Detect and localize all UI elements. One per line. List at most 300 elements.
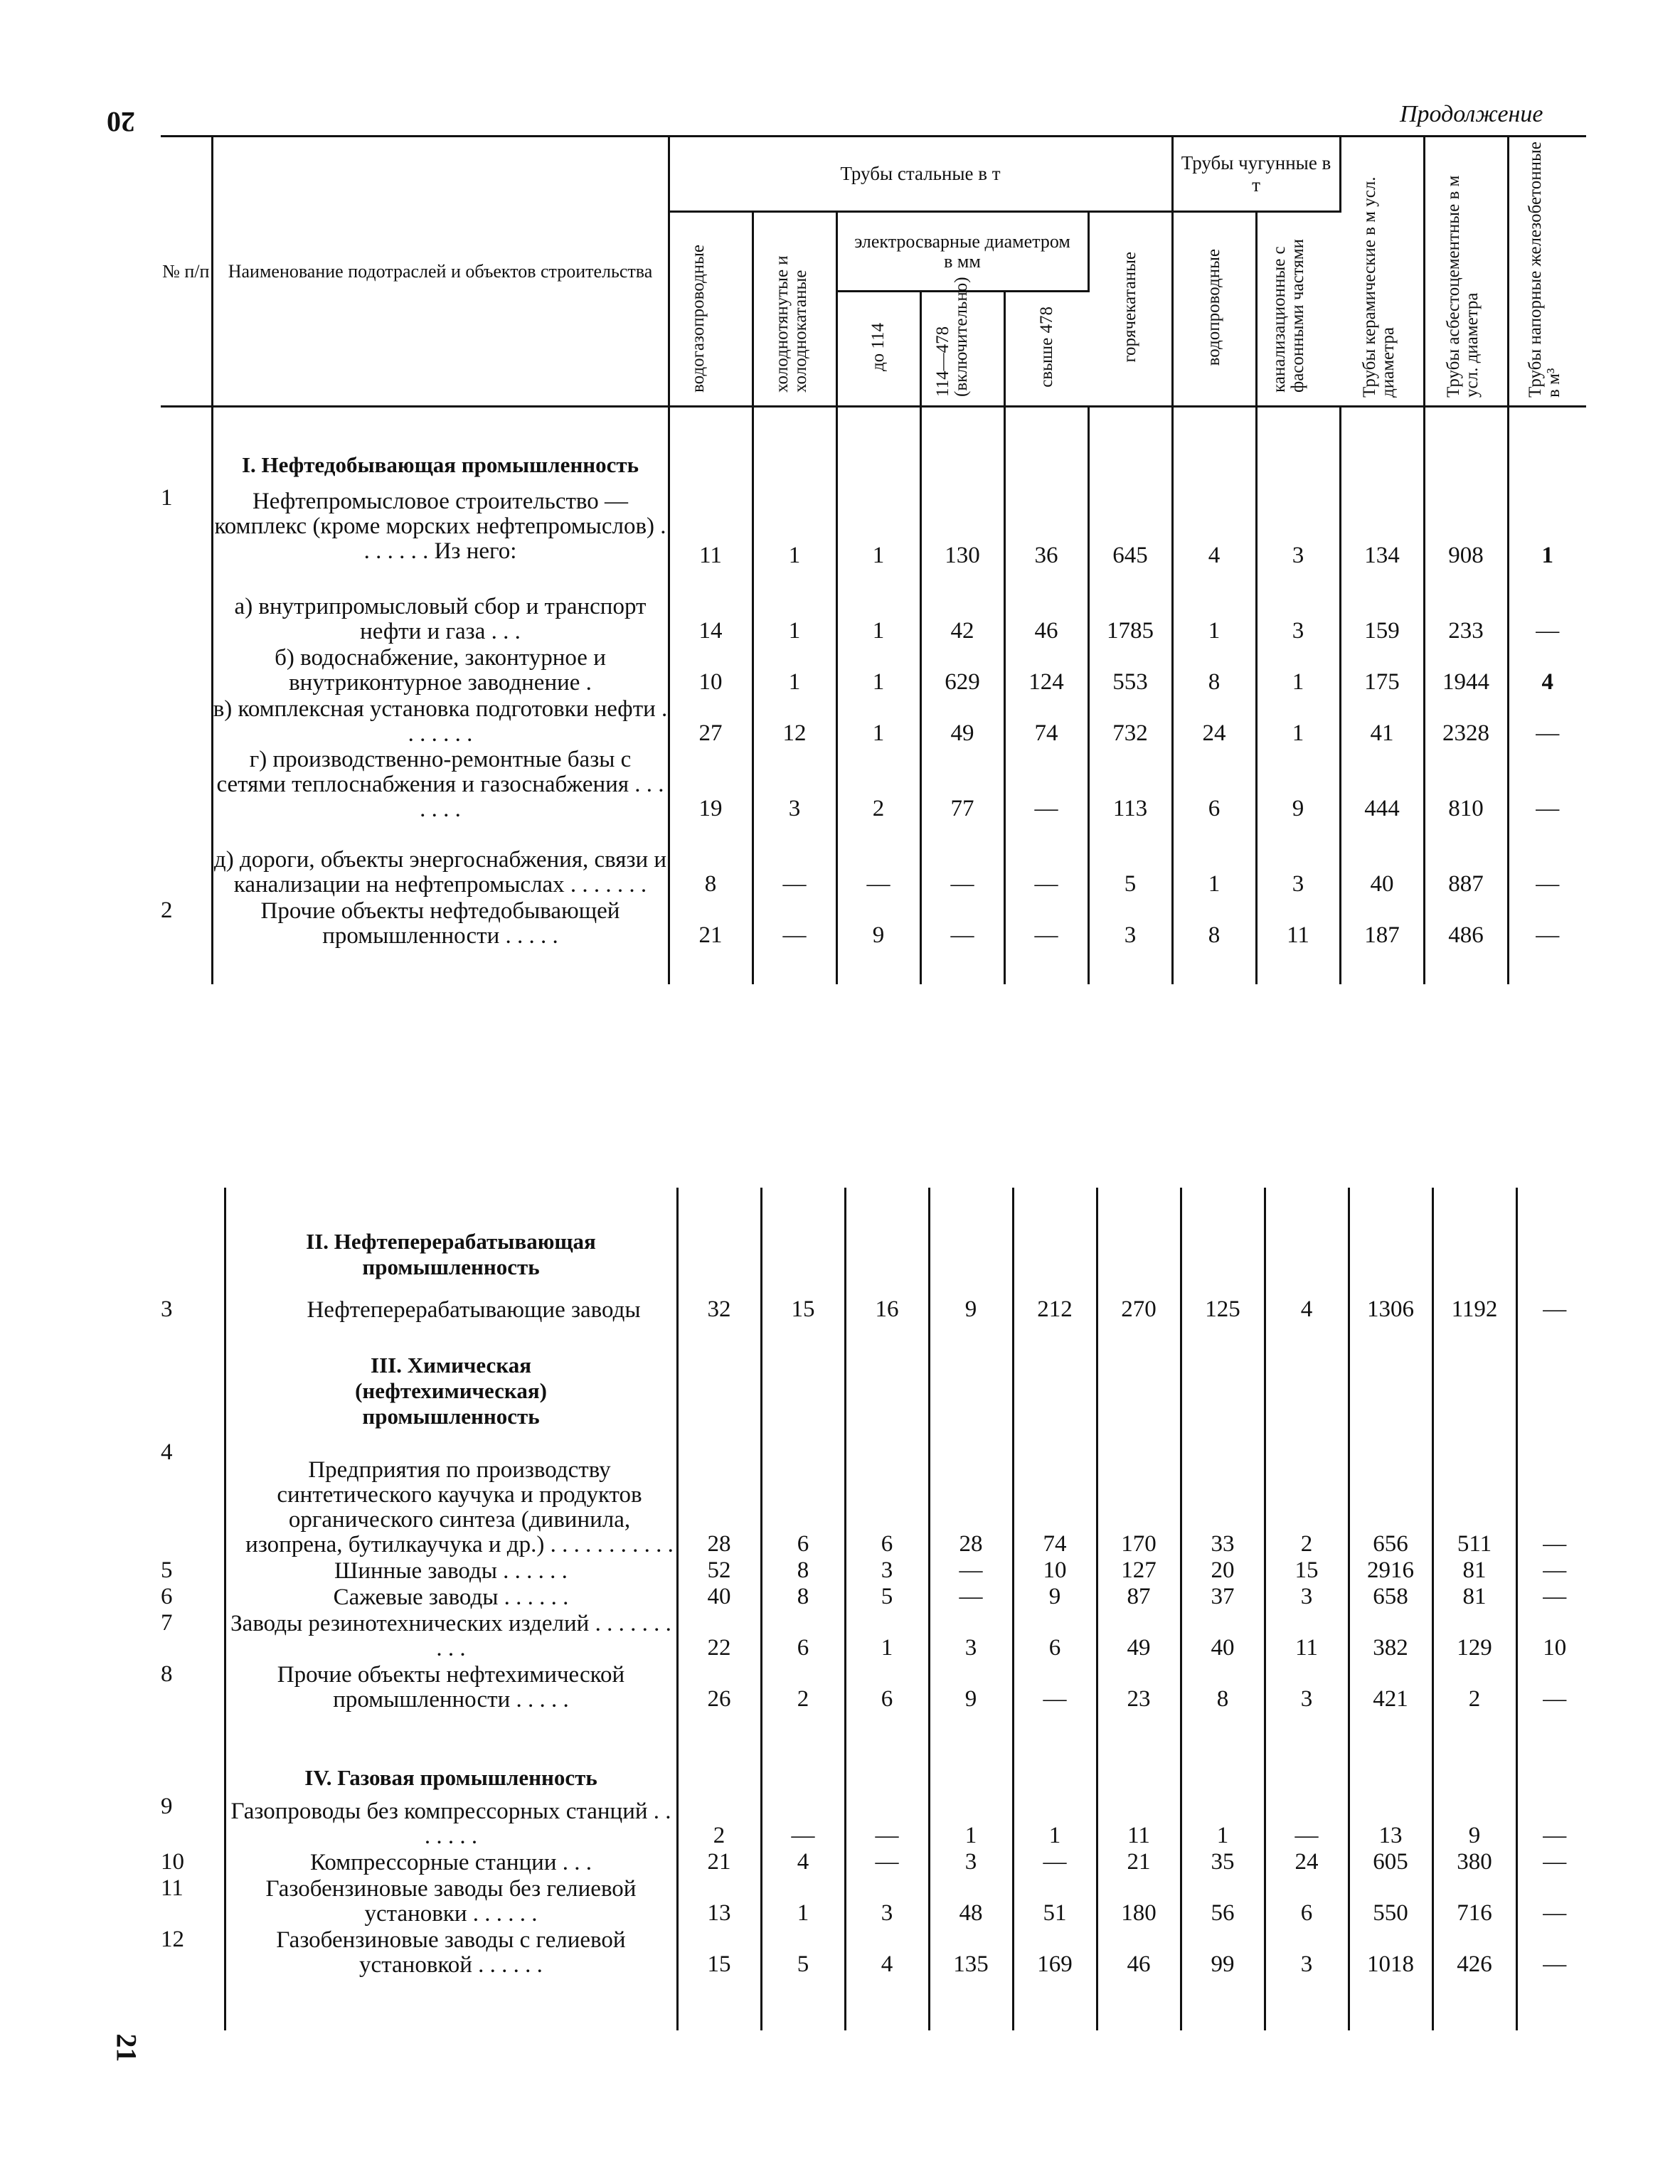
value-cell: 169 <box>1013 1927 1097 1978</box>
value-cell <box>761 1323 845 1429</box>
value-cell: 4 <box>1541 668 1554 695</box>
value-cell: 19 <box>669 747 753 822</box>
value-cell <box>845 1978 929 2030</box>
row-number: 2 <box>161 897 212 949</box>
value-cell: 6 <box>845 1429 929 1557</box>
value-cell: 21 <box>669 897 753 949</box>
value-cell: 11 <box>1265 1610 1349 1661</box>
value-cell: — <box>845 1791 929 1849</box>
value-cell <box>1349 1978 1432 2030</box>
value-cell: — <box>1536 795 1560 821</box>
value-cell: 1 <box>836 478 920 569</box>
value-cell: 1 <box>1172 822 1256 897</box>
value-cell <box>1265 1323 1349 1429</box>
row-name: Газобензиновые заводы без гелиевой установки . . . . . . <box>225 1875 677 1927</box>
row-name <box>225 1978 677 2030</box>
value-cell: — <box>1536 922 1560 948</box>
header-col-upto114: до 114 <box>868 322 888 372</box>
table-row <box>161 1429 1592 1557</box>
row-number <box>161 747 212 822</box>
value-cell: 11 <box>1256 897 1340 949</box>
row-name: Заводы резинотехнических изделий . . . . . . . . . . <box>225 1610 677 1661</box>
row-name: Нефтеперерабатывающие заводы <box>225 1280 677 1323</box>
value-cell: — <box>1536 617 1560 644</box>
value-cell: 16 <box>845 1280 929 1323</box>
value-cell: 656 <box>1349 1429 1432 1557</box>
value-cell: 382 <box>1349 1610 1432 1661</box>
value-cell: 2 <box>1432 1661 1516 1712</box>
value-cell <box>845 1188 929 1280</box>
value-cell: 81 <box>1432 1584 1516 1610</box>
value-cell <box>753 407 836 478</box>
section-4 <box>161 1712 1592 2030</box>
header-col-asbestos: Трубы асбестоцементные в м усл. диаметра <box>1444 175 1482 398</box>
value-cell: 77 <box>920 747 1004 822</box>
value-cell: 12 <box>753 696 836 747</box>
value-cell: — <box>1543 1686 1567 1712</box>
value-cell: 15 <box>677 1927 761 1978</box>
header-col-sewer-cast: канализационные с фасонными частями <box>1269 239 1307 393</box>
value-cell <box>1013 1978 1097 2030</box>
table-row <box>161 644 1586 696</box>
value-cell: 8 <box>761 1557 845 1584</box>
value-cell: 8 <box>1181 1661 1265 1712</box>
table-row <box>161 1875 1592 1927</box>
row-name: в) комплексная установка подготовки нефти . . . . . . . <box>213 696 668 747</box>
value-cell <box>1088 407 1172 478</box>
row-number <box>161 1188 225 1280</box>
value-cell <box>677 1978 761 2030</box>
value-cell: 52 <box>677 1557 761 1584</box>
section-title: I. Нефтедобывающая промышленность <box>241 452 639 477</box>
table-row <box>161 478 1586 569</box>
value-cell <box>1181 1323 1265 1429</box>
value-cell: 3 <box>845 1557 929 1584</box>
value-cell: 3 <box>753 747 836 822</box>
value-cell <box>1256 949 1340 984</box>
value-cell: 6 <box>761 1610 845 1661</box>
value-cell: 22 <box>677 1610 761 1661</box>
value-cell: 32 <box>677 1280 761 1323</box>
value-cell <box>1508 949 1586 984</box>
value-cell: 125 <box>1181 1280 1265 1323</box>
value-cell <box>1516 1323 1592 1429</box>
value-cell: 1 <box>1172 569 1256 644</box>
value-cell: — <box>1013 1849 1097 1875</box>
value-cell: 8 <box>761 1584 845 1610</box>
value-cell: 1192 <box>1432 1280 1516 1323</box>
value-cell <box>761 1188 845 1280</box>
value-cell <box>929 1188 1013 1280</box>
value-cell: 2 <box>836 747 920 822</box>
value-cell: 9 <box>929 1280 1013 1323</box>
row-name: д) дороги, объекты энергоснабжения, связи и канализации на нефтепромыслах . . . . . . . <box>212 822 669 897</box>
value-cell: 716 <box>1432 1875 1516 1927</box>
value-cell: 9 <box>929 1661 1013 1712</box>
value-cell: 1 <box>836 569 920 644</box>
value-cell: 486 <box>1424 897 1508 949</box>
value-cell: 1 <box>1541 542 1554 568</box>
value-cell: 37 <box>1181 1584 1265 1610</box>
value-cell: 4 <box>761 1849 845 1875</box>
value-cell <box>929 1712 1013 1791</box>
table-row <box>161 1557 1592 1584</box>
row-number: 11 <box>161 1875 225 1927</box>
table-row <box>161 1849 1592 1875</box>
table-row <box>161 747 1586 822</box>
value-cell <box>1340 949 1424 984</box>
table-row <box>161 822 1586 897</box>
value-cell: 3 <box>929 1849 1013 1875</box>
row-number <box>161 822 212 897</box>
value-cell: 21 <box>677 1849 761 1875</box>
row-name: Нефтепромысловое строительство — комплекс (кроме морских нефтепромыслов) . . . . . . . Из него: <box>212 478 669 569</box>
row-number <box>161 644 212 696</box>
value-cell <box>761 1712 845 1791</box>
value-cell: 4 <box>1172 478 1256 569</box>
value-cell <box>1097 1712 1181 1791</box>
value-cell <box>1349 1323 1432 1429</box>
row-name: а) внутрипромысловый сбор и транспорт нефти и газа . . . <box>212 569 669 644</box>
page-number-bottom: 21 <box>110 2033 143 2062</box>
value-cell <box>1432 1712 1516 1791</box>
value-cell: 175 <box>1340 644 1424 696</box>
row-number: 1 <box>161 478 212 569</box>
row-name: г) производственно-ремонтные базы с сетями теплоснабжения и газоснабжения . . . . . . . <box>212 747 669 822</box>
value-cell: 3 <box>1265 1584 1349 1610</box>
value-cell <box>1516 1712 1592 1791</box>
value-cell: 170 <box>1097 1429 1181 1557</box>
value-cell: — <box>753 897 836 949</box>
value-cell: — <box>920 897 1004 949</box>
row-number: 12 <box>161 1927 225 1978</box>
value-cell: 5 <box>761 1927 845 1978</box>
value-cell: 27 <box>669 696 753 747</box>
value-cell <box>1004 407 1088 478</box>
value-cell: 3 <box>1256 822 1340 897</box>
value-cell <box>845 1712 929 1791</box>
value-cell: 40 <box>1340 822 1424 897</box>
row-number <box>161 949 212 984</box>
value-cell: 35 <box>1181 1849 1265 1875</box>
value-cell: 444 <box>1340 747 1424 822</box>
header-col-cold-drawn: холоднотянутые и холоднокатаные <box>772 255 810 393</box>
value-cell: 99 <box>1181 1927 1265 1978</box>
header-col-hot-rolled: горячекатаные <box>1120 252 1140 363</box>
row-name: Прочие объекты нефтехимической промышленности . . . . . <box>225 1661 677 1712</box>
value-cell: 81 <box>1432 1557 1516 1584</box>
value-cell <box>1349 1712 1432 1791</box>
value-cell: 10 <box>1013 1557 1097 1584</box>
value-cell <box>669 949 753 984</box>
value-cell: 6 <box>845 1661 929 1712</box>
value-cell: 2916 <box>1349 1557 1432 1584</box>
value-cell: 15 <box>761 1280 845 1323</box>
value-cell: — <box>1543 1823 1567 1848</box>
value-cell: 1 <box>836 644 920 696</box>
value-cell: 1 <box>929 1791 1013 1849</box>
value-cell: 233 <box>1424 569 1508 644</box>
value-cell: 270 <box>1097 1280 1181 1323</box>
value-cell: 130 <box>920 478 1004 569</box>
value-cell <box>1172 407 1256 478</box>
header-col-concrete: Трубы напорные железобетонные в м³ <box>1525 142 1563 398</box>
row-number <box>161 1978 225 2030</box>
value-cell: — <box>1543 1557 1567 1583</box>
value-cell: — <box>1536 720 1560 746</box>
table-row <box>161 1661 1592 1712</box>
value-cell: 421 <box>1349 1661 1432 1712</box>
value-cell: 605 <box>1349 1849 1432 1875</box>
value-cell: 380 <box>1432 1849 1516 1875</box>
value-cell: 4 <box>845 1927 929 1978</box>
table-row <box>161 569 1586 644</box>
table-header <box>161 137 1586 407</box>
header-cast-group: Трубы чугунные в т <box>1181 151 1331 196</box>
value-cell: 33 <box>1181 1429 1265 1557</box>
value-cell: 645 <box>1088 478 1172 569</box>
value-cell <box>1181 1978 1265 2030</box>
page-number-top: 20 <box>107 106 135 138</box>
row-number: 6 <box>161 1584 225 1610</box>
row-name <box>225 1712 677 1791</box>
section-title: IV. Газовая промышленность <box>304 1765 597 1790</box>
value-cell <box>753 949 836 984</box>
value-cell <box>761 1978 845 2030</box>
value-cell: — <box>761 1791 845 1849</box>
value-cell: 8 <box>1172 644 1256 696</box>
value-cell: 9 <box>836 897 920 949</box>
value-cell: 658 <box>1349 1584 1432 1610</box>
value-cell: 49 <box>1097 1610 1181 1661</box>
value-cell <box>1432 1188 1516 1280</box>
value-cell: — <box>1543 1584 1567 1609</box>
row-name: Компрессорные станции . . . <box>225 1849 677 1875</box>
value-cell: 3 <box>845 1875 929 1927</box>
row-number: 4 <box>161 1429 225 1557</box>
value-cell: 46 <box>1097 1927 1181 1978</box>
value-cell <box>1004 949 1088 984</box>
row-number: 5 <box>161 1557 225 1584</box>
header-col-over478: свыше 478 <box>1036 307 1056 388</box>
value-cell <box>1172 949 1256 984</box>
value-cell: 3 <box>1088 897 1172 949</box>
row-number <box>161 696 212 747</box>
section-title: II. Нефтеперерабатывающая промышленность <box>306 1229 596 1279</box>
value-cell <box>1097 1188 1181 1280</box>
value-cell <box>1256 407 1340 478</box>
value-cell: 6 <box>1013 1610 1097 1661</box>
value-cell: 9 <box>1013 1584 1097 1610</box>
value-cell: 1018 <box>1349 1927 1432 1978</box>
value-cell: — <box>1543 1849 1567 1875</box>
value-cell: 9 <box>1432 1791 1516 1849</box>
value-cell: — <box>1543 1296 1567 1322</box>
value-cell: 4 <box>1265 1280 1349 1323</box>
value-cell: 14 <box>669 569 753 644</box>
value-cell <box>1265 1188 1349 1280</box>
value-cell: 2 <box>761 1661 845 1712</box>
value-cell <box>1181 1188 1265 1280</box>
value-cell: — <box>1543 1951 1567 1977</box>
value-cell: 1 <box>1181 1791 1265 1849</box>
value-cell: 113 <box>1088 747 1172 822</box>
value-cell <box>1508 407 1586 478</box>
value-cell <box>1340 407 1424 478</box>
row-number <box>161 569 212 644</box>
value-cell: 28 <box>677 1429 761 1557</box>
value-cell: 6 <box>761 1429 845 1557</box>
value-cell: 24 <box>1172 696 1256 747</box>
value-cell: 10 <box>1543 1635 1567 1661</box>
value-cell: 8 <box>669 822 753 897</box>
value-cell: 1 <box>1256 696 1340 747</box>
header-num: № п/п <box>162 260 210 282</box>
value-cell: 3 <box>1256 569 1340 644</box>
value-cell: 426 <box>1432 1927 1516 1978</box>
value-cell <box>1424 407 1508 478</box>
value-cell: 24 <box>1265 1849 1349 1875</box>
value-cell <box>920 949 1004 984</box>
value-cell <box>920 407 1004 478</box>
value-cell: 5 <box>1088 822 1172 897</box>
value-cell: 28 <box>929 1429 1013 1557</box>
value-cell: 180 <box>1097 1875 1181 1927</box>
section-3 <box>161 1323 1592 1712</box>
value-cell: — <box>920 822 1004 897</box>
value-cell: 51 <box>1013 1875 1097 1927</box>
value-cell <box>1516 1188 1592 1280</box>
value-cell <box>929 1323 1013 1429</box>
table-row <box>161 1927 1592 1978</box>
value-cell <box>1516 1978 1592 2030</box>
value-cell: 40 <box>1181 1610 1265 1661</box>
value-cell: 13 <box>1349 1791 1432 1849</box>
value-cell: 2 <box>1265 1429 1349 1557</box>
value-cell: 26 <box>677 1661 761 1712</box>
value-cell: 11 <box>1097 1791 1181 1849</box>
value-cell: 887 <box>1424 822 1508 897</box>
value-cell <box>677 1712 761 1791</box>
value-cell: 629 <box>920 644 1004 696</box>
row-name <box>225 1323 677 1429</box>
header-col-water-gas: водогазопроводные <box>689 245 708 393</box>
value-cell: 553 <box>1088 644 1172 696</box>
value-cell: 810 <box>1424 747 1508 822</box>
value-cell <box>1013 1188 1097 1280</box>
value-cell: 3 <box>1256 478 1340 569</box>
value-cell: 159 <box>1340 569 1424 644</box>
value-cell: 1 <box>845 1610 929 1661</box>
value-cell <box>1013 1323 1097 1429</box>
value-cell: 5 <box>845 1584 929 1610</box>
row-number: 9 <box>161 1791 225 1849</box>
value-cell <box>1265 1712 1349 1791</box>
value-cell: 3 <box>1265 1661 1349 1712</box>
value-cell: — <box>1265 1791 1349 1849</box>
value-cell: 2 <box>677 1791 761 1849</box>
value-cell: 511 <box>1432 1429 1516 1557</box>
value-cell: 74 <box>1004 696 1088 747</box>
header-name: Наименование подотраслей и объектов строительства <box>228 260 653 282</box>
row-name <box>212 407 669 478</box>
value-cell: 1306 <box>1349 1280 1432 1323</box>
section-2 <box>161 1188 1592 1323</box>
value-cell <box>677 1188 761 1280</box>
value-cell <box>1013 1712 1097 1791</box>
value-cell: 87 <box>1097 1584 1181 1610</box>
value-cell: 134 <box>1340 478 1424 569</box>
header-electro-group: электросварные диаметром в мм <box>854 230 1070 272</box>
value-cell: 3 <box>929 1610 1013 1661</box>
row-number: 8 <box>161 1661 225 1712</box>
row-name: Шинные заводы . . . . . . <box>225 1557 677 1584</box>
value-cell: 20 <box>1181 1557 1265 1584</box>
pipes-table-part1 <box>161 135 1586 984</box>
row-name <box>225 1188 677 1280</box>
row-number <box>161 1712 225 1791</box>
value-cell: 1 <box>1013 1791 1097 1849</box>
row-name: б) водоснабжение, законтурное и внутриконтурное заводнение . <box>212 644 669 696</box>
header-col-water-cast: водопроводные <box>1204 248 1224 366</box>
row-name: Предприятия по производству синтетического каучука и продуктов органического синтеза (дивинила, изопрена, бутилкаучука и др.) . . . . . . . . . . . <box>225 1429 677 1557</box>
value-cell: 6 <box>1265 1875 1349 1927</box>
row-number <box>161 1323 225 1429</box>
value-cell <box>1349 1188 1432 1280</box>
value-cell: 10 <box>669 644 753 696</box>
value-cell: 56 <box>1181 1875 1265 1927</box>
row-number: 3 <box>161 1280 225 1323</box>
value-cell <box>1432 1323 1516 1429</box>
value-cell: 550 <box>1349 1875 1432 1927</box>
value-cell: — <box>1536 870 1560 897</box>
value-cell: 1 <box>836 696 920 747</box>
value-cell: 732 <box>1088 696 1172 747</box>
value-cell: — <box>929 1557 1013 1584</box>
value-cell: 2328 <box>1424 696 1508 747</box>
value-cell: 13 <box>677 1875 761 1927</box>
value-cell: 15 <box>1265 1557 1349 1584</box>
value-cell: 1 <box>753 644 836 696</box>
value-cell: 46 <box>1004 569 1088 644</box>
value-cell <box>1088 949 1172 984</box>
row-name: Прочие объекты нефтедобывающей промышленности . . . . . <box>212 897 669 949</box>
value-cell <box>836 407 920 478</box>
value-cell <box>1424 949 1508 984</box>
row-name: Газобензиновые заводы с гелиевой установкой . . . . . . <box>225 1927 677 1978</box>
value-cell: 1 <box>1256 644 1340 696</box>
value-cell: — <box>836 822 920 897</box>
value-cell: 212 <box>1013 1280 1097 1323</box>
row-number <box>161 407 212 478</box>
section-title: III. Химическая (нефтехимическая) промышленность <box>355 1353 547 1429</box>
value-cell: — <box>1004 747 1088 822</box>
row-name: Сажевые заводы . . . . . . <box>225 1584 677 1610</box>
value-cell: 49 <box>920 696 1004 747</box>
value-cell <box>929 1978 1013 2030</box>
value-cell: 3 <box>1265 1927 1349 1978</box>
value-cell <box>836 949 920 984</box>
section-1 <box>161 407 1586 984</box>
value-cell: — <box>1543 1531 1567 1557</box>
value-cell <box>677 1323 761 1429</box>
value-cell: 187 <box>1340 897 1424 949</box>
value-cell: 127 <box>1097 1557 1181 1584</box>
value-cell: 1 <box>753 478 836 569</box>
value-cell: 9 <box>1256 747 1340 822</box>
table-row <box>161 1791 1592 1849</box>
header-steel-group: Трубы стальные в т <box>840 163 1001 184</box>
